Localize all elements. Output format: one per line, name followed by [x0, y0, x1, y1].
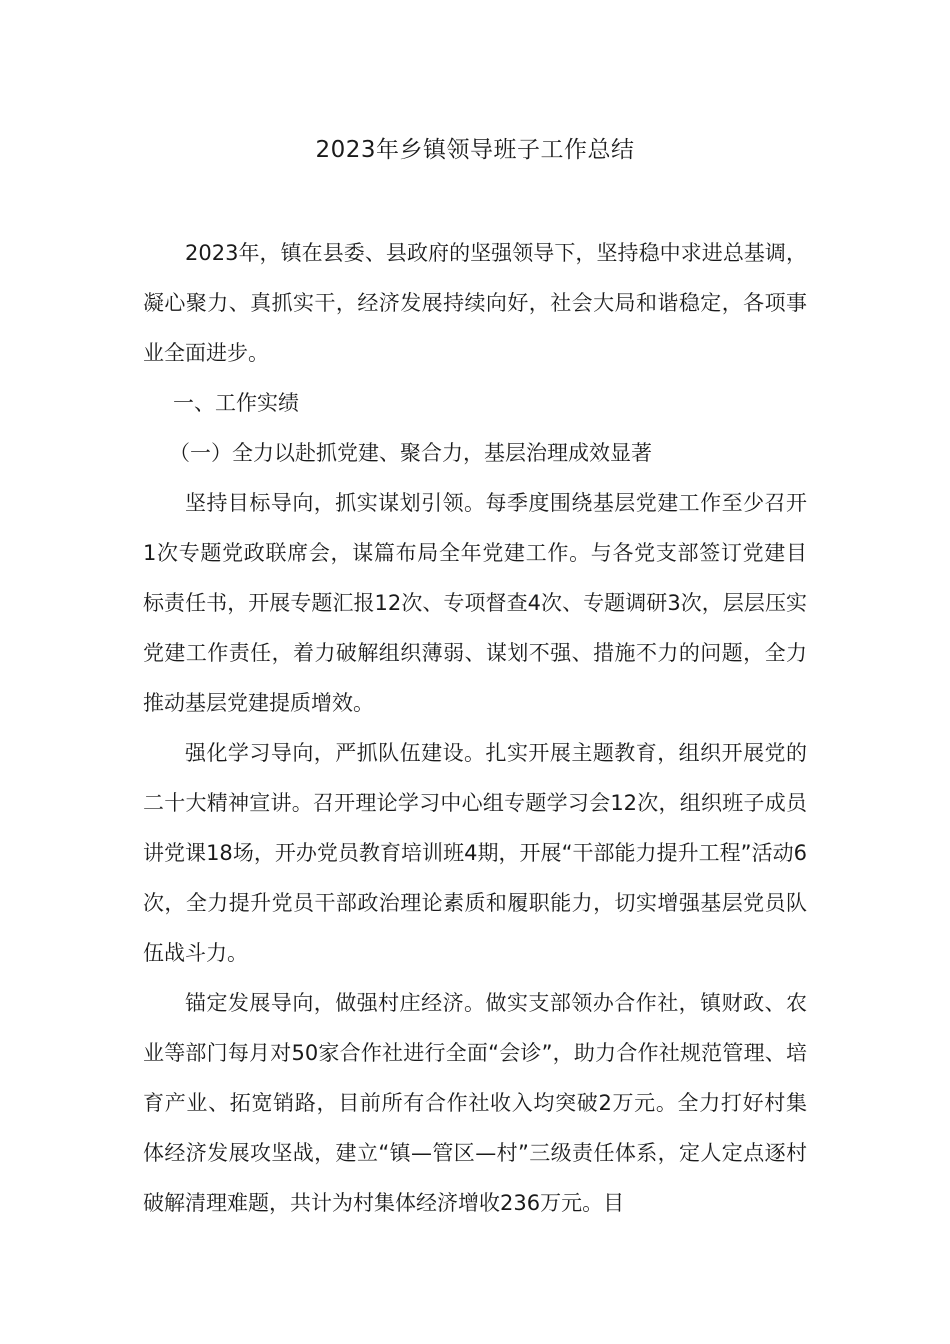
document-title: 2023年乡镇领导班子工作总结 — [315, 137, 635, 163]
section-heading: 一、工作实绩 — [173, 391, 299, 415]
subsection-heading: （一）全力以赴抓党建、聚合力，基层治理成效显著 — [169, 441, 652, 465]
body-paragraph: 坚持目标导向，抓实谋划引领。每季度围绕基层党建工作至少召开1次专题党政联席会，谋篇布局全年党建工作。与各党支部签订党建目标责任书，开展专题汇报12次、专项督查4次、专题调研3次，层层压实党建工作责任，着力破解组织薄弱、谋划不强、措施不力的问题，全力推动基层党建提质增效。 — [143, 491, 807, 715]
document-body — [143, 228, 807, 1228]
body-paragraph: 强化学习导向，严抓队伍建设。扎实开展主题教育，组织开展党的二十大精神宣讲。召开理论学习中心组专题学习会12次，组织班子成员讲党课18场，开办党员教育培训班4期，开展“干部能力提升工程”活动6次，全力提升党员干部政治理论素质和履职能力，切实增强基层党员队伍战斗力。 — [143, 741, 807, 965]
intro-paragraph: 2023年，镇在县委、县政府的坚强领导下，坚持稳中求进总基调，凝心聚力、真抓实干，经济发展持续向好，社会大局和谐稳定，各项事业全面进步。 — [143, 241, 807, 365]
body-paragraph: 锚定发展导向，做强村庄经济。做实支部领办合作社，镇财政、农业等部门每月对50家合作社进行全面“会诊”，助力合作社规范管理、培育产业、拓宽销路，目前所有合作社收入均突破2万元。全力打好村集体经济发展攻坚战，建立“镇—管区—村”三级责任体系，定人定点逐村破解清理难题，共计为村集体经济增收236万元。目 — [143, 991, 807, 1215]
